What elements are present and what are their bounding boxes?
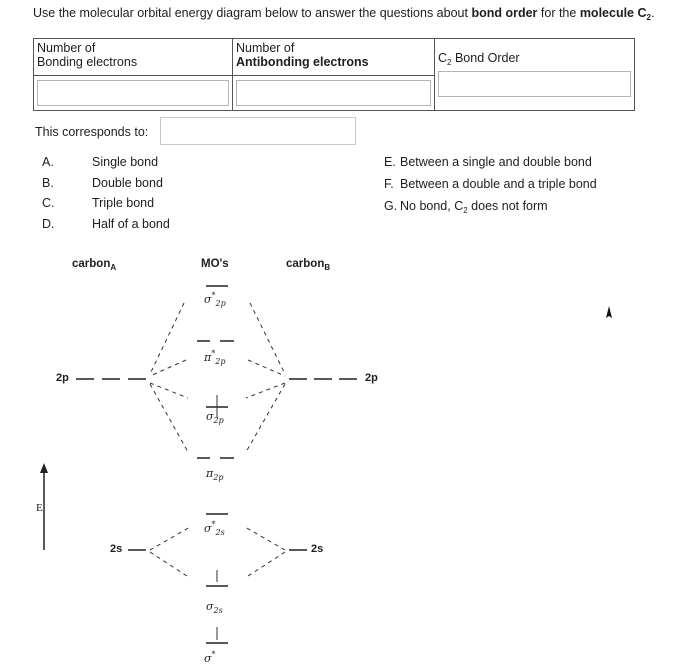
question-bold-molecule (580, 6, 651, 20)
option-f-text: Between a double and a triple bond (400, 177, 597, 191)
carbon-b-sub: B (324, 263, 331, 272)
sigma-star-2s-sup: * (211, 520, 216, 529)
sigma-star-2p-sup: * (211, 291, 216, 300)
question-bold-bond-order: bond order (471, 6, 538, 20)
corresponds-input[interactable] (160, 117, 356, 145)
option-e-text: Between a single and double bond (400, 155, 592, 169)
option-a[interactable] (42, 155, 158, 169)
option-d-text: Half of a bond (92, 217, 170, 231)
antibonding-electrons-cell (233, 76, 435, 111)
sigma-star-1s-label (204, 652, 216, 665)
bonding-electrons-cell (34, 76, 233, 111)
option-f-letter: F. (384, 177, 394, 191)
sigma-2s-label (206, 600, 223, 613)
antibonding-electrons-input[interactable] (236, 80, 431, 106)
header-bond-order (435, 39, 635, 111)
carbon-b-text: carbon (286, 258, 325, 270)
option-b-text: Double bond (92, 176, 163, 190)
sigma-star-2p-sym: σ (204, 293, 212, 306)
bond-order-input[interactable] (438, 71, 631, 97)
header-bonding-line1: Number of (37, 41, 96, 55)
carbon-a-sub: A (110, 263, 117, 272)
option-c-letter: C. (42, 196, 55, 210)
option-b[interactable] (42, 176, 163, 190)
pi-star-2p-sup: * (211, 349, 216, 358)
option-a-letter: A. (42, 155, 54, 169)
header-antibonding-line2: Antibonding electrons (236, 55, 369, 69)
pi-star-2p-sub: 2p (215, 357, 226, 366)
option-g-sub: 2 (463, 206, 468, 215)
left-2p-label: 2p (56, 372, 69, 384)
bond-order-header-text (438, 51, 631, 65)
option-g-tail: does not form (467, 199, 548, 213)
header-antibonding-line1: Number of (236, 41, 295, 55)
question-text (33, 6, 654, 20)
energy-axis-arrow (40, 463, 48, 473)
option-e[interactable] (384, 155, 592, 169)
correlation-lines-2p (150, 303, 285, 452)
sigma-2s-sub: 2s (213, 606, 223, 615)
carbon-a-label (72, 258, 116, 270)
question-prefix: Use the molecular orbital energy diagram below to answer the questions about (33, 6, 472, 20)
question-molecule-label: molecule C (579, 6, 647, 20)
option-e-letter: E. (384, 155, 396, 169)
pi-star-2p-label (204, 351, 225, 364)
option-g-letter: G. (384, 199, 398, 213)
header-antibonding-electrons (233, 39, 435, 76)
bond-order-label: Bond Order (451, 51, 520, 65)
mo-diagram (0, 270, 700, 670)
sigma-star-2s-sub: 2s (215, 528, 225, 537)
question-mid: for the (537, 6, 580, 20)
sigma-2s-sym: σ (206, 600, 214, 613)
sigma-2p-sym: σ (206, 410, 214, 423)
sigma-star-2s-label (204, 522, 225, 535)
carbon-b-label (286, 258, 330, 270)
bonding-electrons-input[interactable] (37, 80, 229, 106)
option-c-text: Triple bond (92, 196, 155, 210)
pi-2p-sub: 2p (213, 473, 224, 482)
option-g[interactable] (384, 199, 548, 213)
option-f[interactable] (384, 177, 597, 191)
mos-label: MO's (201, 258, 229, 270)
pi-star-2p-sym: π (204, 351, 212, 364)
sigma-star-2s-sym: σ (204, 522, 212, 535)
option-d-letter: D. (42, 217, 55, 231)
option-d[interactable] (42, 217, 170, 231)
option-a-text: Single bond (92, 155, 159, 169)
right-2s-label: 2s (311, 543, 324, 555)
carbon-a-text: carbon (72, 258, 111, 270)
sigma-2p-label (206, 410, 224, 423)
sigma-2p-sub: 2p (213, 416, 224, 425)
pi-2p-sym: π (206, 467, 214, 480)
sigma-star-1s-sym: σ (204, 652, 212, 665)
energy-axis-label: E (36, 502, 43, 514)
option-b-letter: B. (42, 176, 54, 190)
bond-order-table (33, 38, 635, 111)
option-g-text: No bond, C (400, 199, 464, 213)
question-end: . (650, 6, 655, 20)
right-2p-label: 2p (365, 372, 378, 384)
header-bonding-line2: Bonding electrons (37, 55, 138, 69)
bond-order-c: C (438, 51, 448, 65)
question-molecule-sub: 2 (646, 13, 651, 22)
sigma-star-2p-label (204, 293, 226, 306)
header-bonding-electrons (34, 39, 233, 76)
left-2s-label: 2s (110, 543, 123, 555)
option-c[interactable] (42, 196, 154, 210)
sigma-star-2p-sub: 2p (215, 299, 226, 308)
corresponds-label: This corresponds to: (35, 125, 149, 139)
mouse-cursor-icon (606, 306, 612, 318)
sigma-star-1s-sup: * (211, 650, 216, 659)
pi-2p-label (206, 467, 223, 480)
bond-order-c-sub: 2 (447, 58, 452, 67)
